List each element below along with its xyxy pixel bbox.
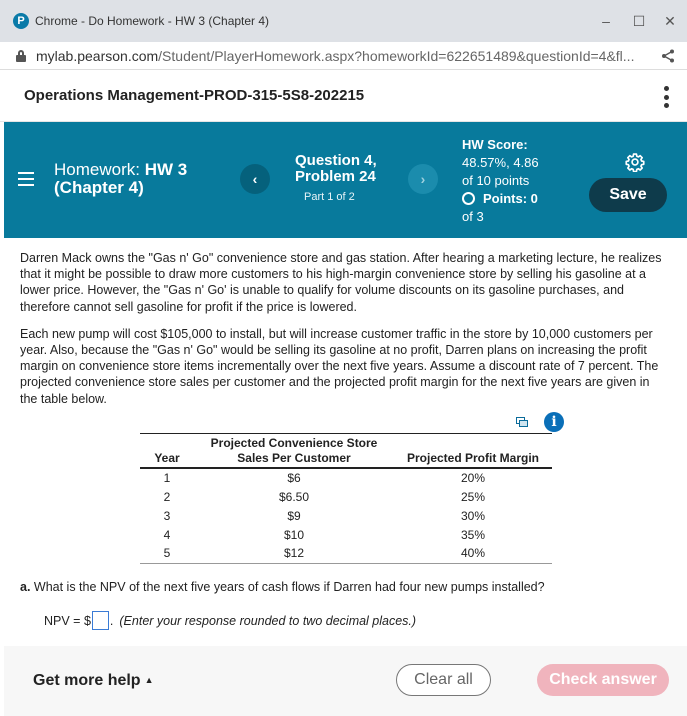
year-cell: 3 xyxy=(163,508,171,523)
clear-all-button[interactable]: Clear all xyxy=(396,664,491,696)
margin-cell: 20% xyxy=(460,471,486,485)
sales-cell: $6.50 xyxy=(278,489,310,504)
npv-prefix: NPV = $ xyxy=(44,613,91,628)
table-row xyxy=(140,506,552,525)
score-label: HW Score: xyxy=(462,137,528,152)
address-bar[interactable] xyxy=(0,42,687,70)
check-answer-button[interactable]: Check answer xyxy=(537,664,669,696)
sales-cell: $9 xyxy=(287,508,301,523)
window-title: Chrome - Do Homework - HW 3 (Chapter 4) xyxy=(35,14,270,28)
browser-titlebar xyxy=(0,0,687,42)
previous-question-button[interactable]: ‹ xyxy=(240,164,270,194)
settings-gear-icon[interactable] xyxy=(625,152,645,172)
problem-text xyxy=(20,250,670,418)
save-button[interactable]: Save xyxy=(589,178,667,212)
table-row xyxy=(140,468,552,487)
npv-suffix: . xyxy=(109,613,114,628)
get-more-help-button[interactable] xyxy=(33,672,154,690)
copy-data-icon[interactable] xyxy=(516,417,528,428)
question-number: Question 4, xyxy=(295,152,377,169)
close-icon[interactable]: ✕ xyxy=(664,12,676,29)
caret-up-icon: ▲ xyxy=(144,675,154,685)
table-row xyxy=(140,487,552,506)
sales-cell: $12 xyxy=(283,546,305,561)
help-label: Get more help xyxy=(33,672,141,689)
question-part: Part 1 of 2 xyxy=(304,191,355,203)
margin-cell: 40% xyxy=(460,546,486,561)
header-margin: Projected Profit Margin xyxy=(406,451,540,465)
npv-answer-row xyxy=(44,611,416,630)
question-title xyxy=(295,153,377,185)
problem-paragraph-2: Each new pump will cost $105,000 to install, but will increase customer traffic in the store by 10,000 customers per year. Also, because the "Gas n' Go" would be selling its gasoline at no profit, Darren plans on increasing the profit margin on convenience store items incrementally over the next five years. Assume a discount rate of 7 percent. The projected convenience store sales per customer and the projected profit margin for the next five years are given in the table below. xyxy=(20,326,659,406)
homework-prefix: Homework: xyxy=(54,160,145,179)
problem-paragraph-1: Darren Mack owns the "Gas n' Go" convenience store and gas station. After hearing a marketing lecture, he realizes that it might be possible to draw more customers to his high-margin convenience store by selling his gasoline at a lower price. However, the "Gas n' Go' is unable to qualify for volume discounts on its gasoline purchases, and therefore cannot sell gasoline for profit if the price is lowered. xyxy=(20,251,662,314)
sales-cell: $10 xyxy=(283,527,305,542)
info-icon[interactable]: i xyxy=(544,412,564,432)
course-title: Operations Management-PROD-315-5S8-202215 xyxy=(24,87,365,104)
maximize-icon[interactable]: ☐ xyxy=(632,12,646,29)
share-icon[interactable] xyxy=(661,49,675,63)
margin-cell: 30% xyxy=(460,508,486,523)
table-row xyxy=(140,525,552,544)
minimize-icon[interactable]: ‒ xyxy=(602,13,610,29)
points-label: Points: 0 xyxy=(483,191,538,206)
points-radio-icon xyxy=(462,192,475,205)
hamburger-menu-icon[interactable] xyxy=(18,172,34,186)
header-year: Year xyxy=(154,451,180,465)
url-host: mylab.pearson.com xyxy=(36,47,159,64)
url-text[interactable] xyxy=(36,48,634,64)
lock-icon xyxy=(16,50,26,62)
question-label: a. xyxy=(20,580,31,594)
homework-toolbar xyxy=(4,122,687,238)
year-cell: 5 xyxy=(163,546,171,561)
projection-table xyxy=(140,433,552,564)
sales-cell: $6 xyxy=(287,471,301,485)
url-path: /Student/PlayerHomework.aspx?homeworkId=622651489&questionId=4&fl... xyxy=(158,47,635,64)
footer-bar xyxy=(4,646,687,716)
homework-chapter: (Chapter 4) xyxy=(54,178,144,197)
points-total: of 3 xyxy=(462,209,484,224)
next-question-button[interactable]: › xyxy=(408,164,438,194)
header-sales: Projected Convenience Store Sales Per Customer xyxy=(210,436,378,465)
homework-title xyxy=(54,161,187,197)
margin-cell: 35% xyxy=(460,527,486,542)
homework-name: HW 3 xyxy=(144,160,188,179)
pearson-favicon-icon: P xyxy=(13,13,29,29)
course-header xyxy=(0,70,687,122)
year-cell: 1 xyxy=(163,471,171,485)
question-text: What is the NPV of the next five years of cash flows if Darren had four new pumps installed? xyxy=(30,580,545,594)
npv-hint: (Enter your response rounded to two decimal places.) xyxy=(119,613,417,628)
year-cell: 2 xyxy=(163,489,171,504)
hw-score-panel xyxy=(462,136,562,226)
problem-number: Problem 24 xyxy=(295,168,376,185)
score-total: of 10 points xyxy=(462,173,530,188)
table-row xyxy=(140,544,552,563)
year-cell: 4 xyxy=(163,527,171,542)
npv-input[interactable] xyxy=(92,611,109,630)
more-options-icon[interactable] xyxy=(664,86,670,108)
table-header-row xyxy=(140,434,552,469)
question-a xyxy=(20,580,545,594)
table-tools xyxy=(516,412,564,432)
score-value: 48.57%, 4.86 xyxy=(462,155,539,170)
margin-cell: 25% xyxy=(460,489,486,504)
